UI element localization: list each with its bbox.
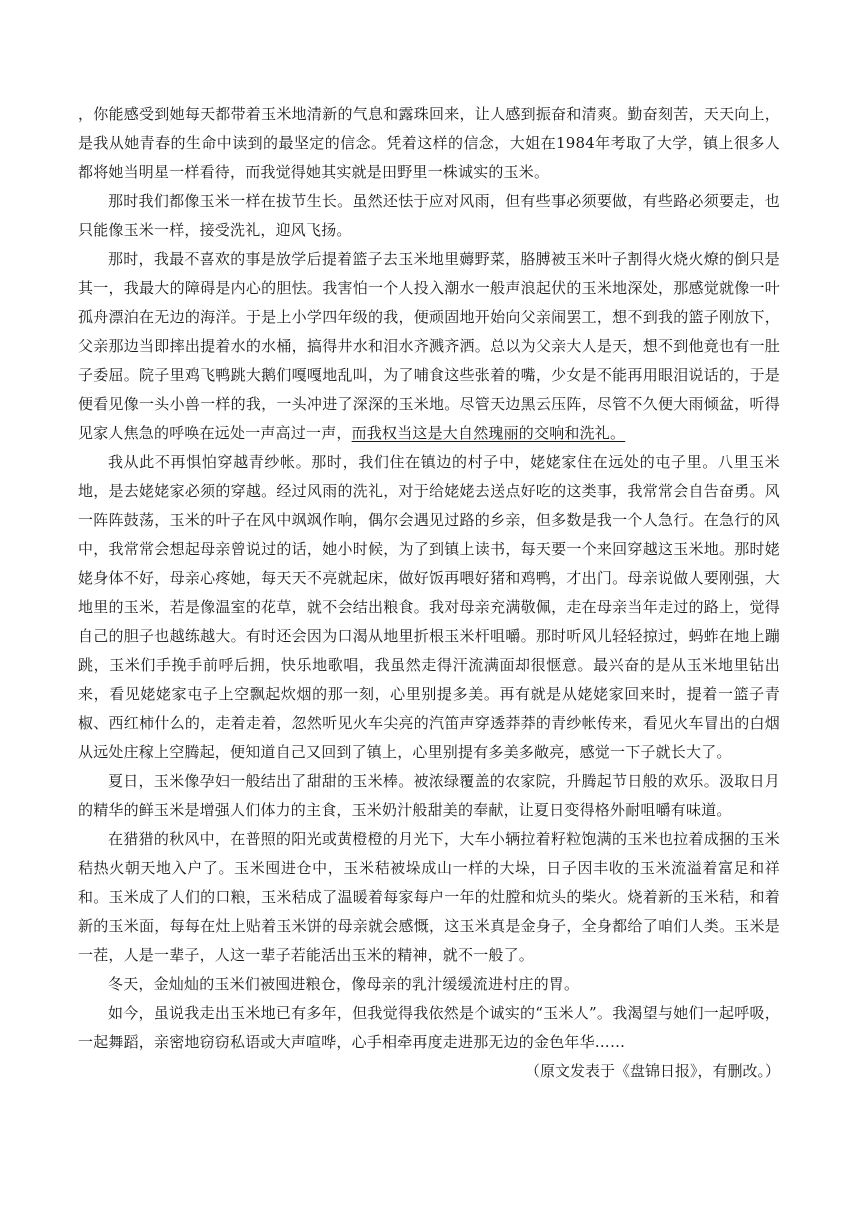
source-note: （原文发表于《盘锦日报》，有删改。）	[524, 1062, 780, 1080]
article-body	[78, 100, 780, 1086]
paragraph-1: ，你能感受到她每天都带着玉米地清新的气息和露珠回来，让人感到振奋和清爽。勤奋刻苦，天天向上，是我从她青春的生命中读到的最坚定的信念。凭着这样的信念，大姐在1984年考取了大学，镇上很多人都将她当明星一样看待，而我觉得她其实就是田野里一株诚实的玉米。	[78, 105, 780, 181]
underlined-sentence: 而我权当这是大自然瑰丽的交响和洗礼。	[351, 424, 626, 442]
paragraph-7: 冬天，金灿灿的玉米们被囤进粮仓，像母亲的乳汁缓缓流进村庄的胃。	[108, 975, 580, 993]
paragraph-8: 如今，虽说我走出玉米地已有多年，但我觉得我依然是个诚实的“玉米人”。我渴望与她们一起呼吸，一起舞蹈，亲密地窃窃私语或大声喧哗，心手相牵再度走进那无边的金色年华……	[78, 1004, 780, 1051]
paragraph-3-text: 那时，我最不喜欢的事是放学后提着篮子去玉米地里薅野菜，胳膊被玉米叶子割得火烧火燎的倒只是其一，我最大的障碍是内心的胆怯。我害怕一个人投入潮水一般声浪起伏的玉米地深处，那感觉就像一叶孤舟漂泊在无边的海洋。于是上小学四年级的我，便顽固地开始向父亲闹罢工，想不到我的篮子刚放下，父亲那边当即摔出提着水的水桶，搞得井水和泪水齐溅齐洒。总以为父亲大人是天，想不到他竟也有一肚子委屈。院子里鸡飞鸭跳大鹅们嘎嘎地乱叫，为了哺食这些张着的嘴，少女是不能再用眼泪说话的，于是便看见像一头小兽一样的我，一头冲进了深深的玉米地。尽管天边黑云压阵，尽管不久便大雨倾盆，听得见家人焦急的呼唤在远处一声高过一声，	[78, 250, 780, 442]
paragraph-4: 我从此不再惧怕穿越青纱帐。那时，我们住在镇边的村子中，姥姥家住在远处的屯子里。八里玉米地，是去姥姥家必须的穿越。经过风雨的洗礼，对于给姥姥去送点好吃的这类事，我常常会自告奋勇。风一阵阵鼓荡，玉米的叶子在风中飒飒作响，偶尔会遇见过路的乡亲，但多数是我一个人急行。在急行的风中，我常常会想起母亲曾说过的话，她小时候，为了到镇上读书，每天要一个来回穿越这玉米地。那时姥姥身体不好，母亲心疼她，每天天不亮就起床，做好饭再喂好猪和鸡鸭，才出门。母亲说做人要刚强，大地里的玉米，若是像温室的花草，就不会结出粮食。我对母亲充满敬佩，走在母亲当年走过的路上，觉得自己的胆子也越练越大。有时还会因为口渴从地里折根玉米杆咀嚼。那时听风儿轻轻掠过，蚂蚱在地上蹦跳，玉米们手挽手前呼后拥，快乐地歌唱，我虽然走得汗流满面却很惬意。最兴奋的是从玉米地里钻出来，看见姥姥家屯子上空飘起炊烟的那一刻，心里别提多美。再有就是从姥姥家回来时，提着一篮子青椒、西红柿什么的，走着走着，忽然听见火车尖亮的汽笛声穿透莽莽的青纱帐传来，看见火车冒出的白烟从远处庄稼上空腾起，便知道自己又回到了镇上，心里别提有多美多敞亮，感觉一下子就长大了。	[78, 453, 780, 761]
paragraph-2: 那时我们都像玉米一样在拔节生长。虽然还怯于应对风雨，但有些事必须要做，有些路必须要走，也只能像玉米一样，接受洗礼，迎风飞扬。	[78, 192, 780, 239]
paragraph-3	[78, 245, 780, 448]
paragraph-5: 夏日，玉米像孕妇一般结出了甜甜的玉米棒。被浓绿覆盖的农家院，升腾起节日般的欢乐。汲取日月的精华的鲜玉米是增强人们体力的主食，玉米奶汁般甜美的奉献，让夏日变得格外耐咀嚼有味道。	[78, 772, 780, 819]
paragraph-6: 在猎猎的秋风中，在普照的阳光或黄橙橙的月光下，大车小辆拉着籽粒饱满的玉米也拉着成捆的玉米秸热火朝天地入户了。玉米囤进仓中，玉米秸被垛成山一样的大垛，日子因丰收的玉米流溢着富足和祥和。玉米成了人们的口粮，玉米秸成了温暖着每家每户一年的灶膛和炕头的柴火。烧着新的玉米秸，和着新的玉米面，每每在灶上贴着玉米饼的母亲就会感慨，这玉米真是金身子，全身都给了咱们人类。玉米是一茬，人是一辈子，人这一辈子若能活出玉米的精神，就不一般了。	[78, 830, 780, 964]
